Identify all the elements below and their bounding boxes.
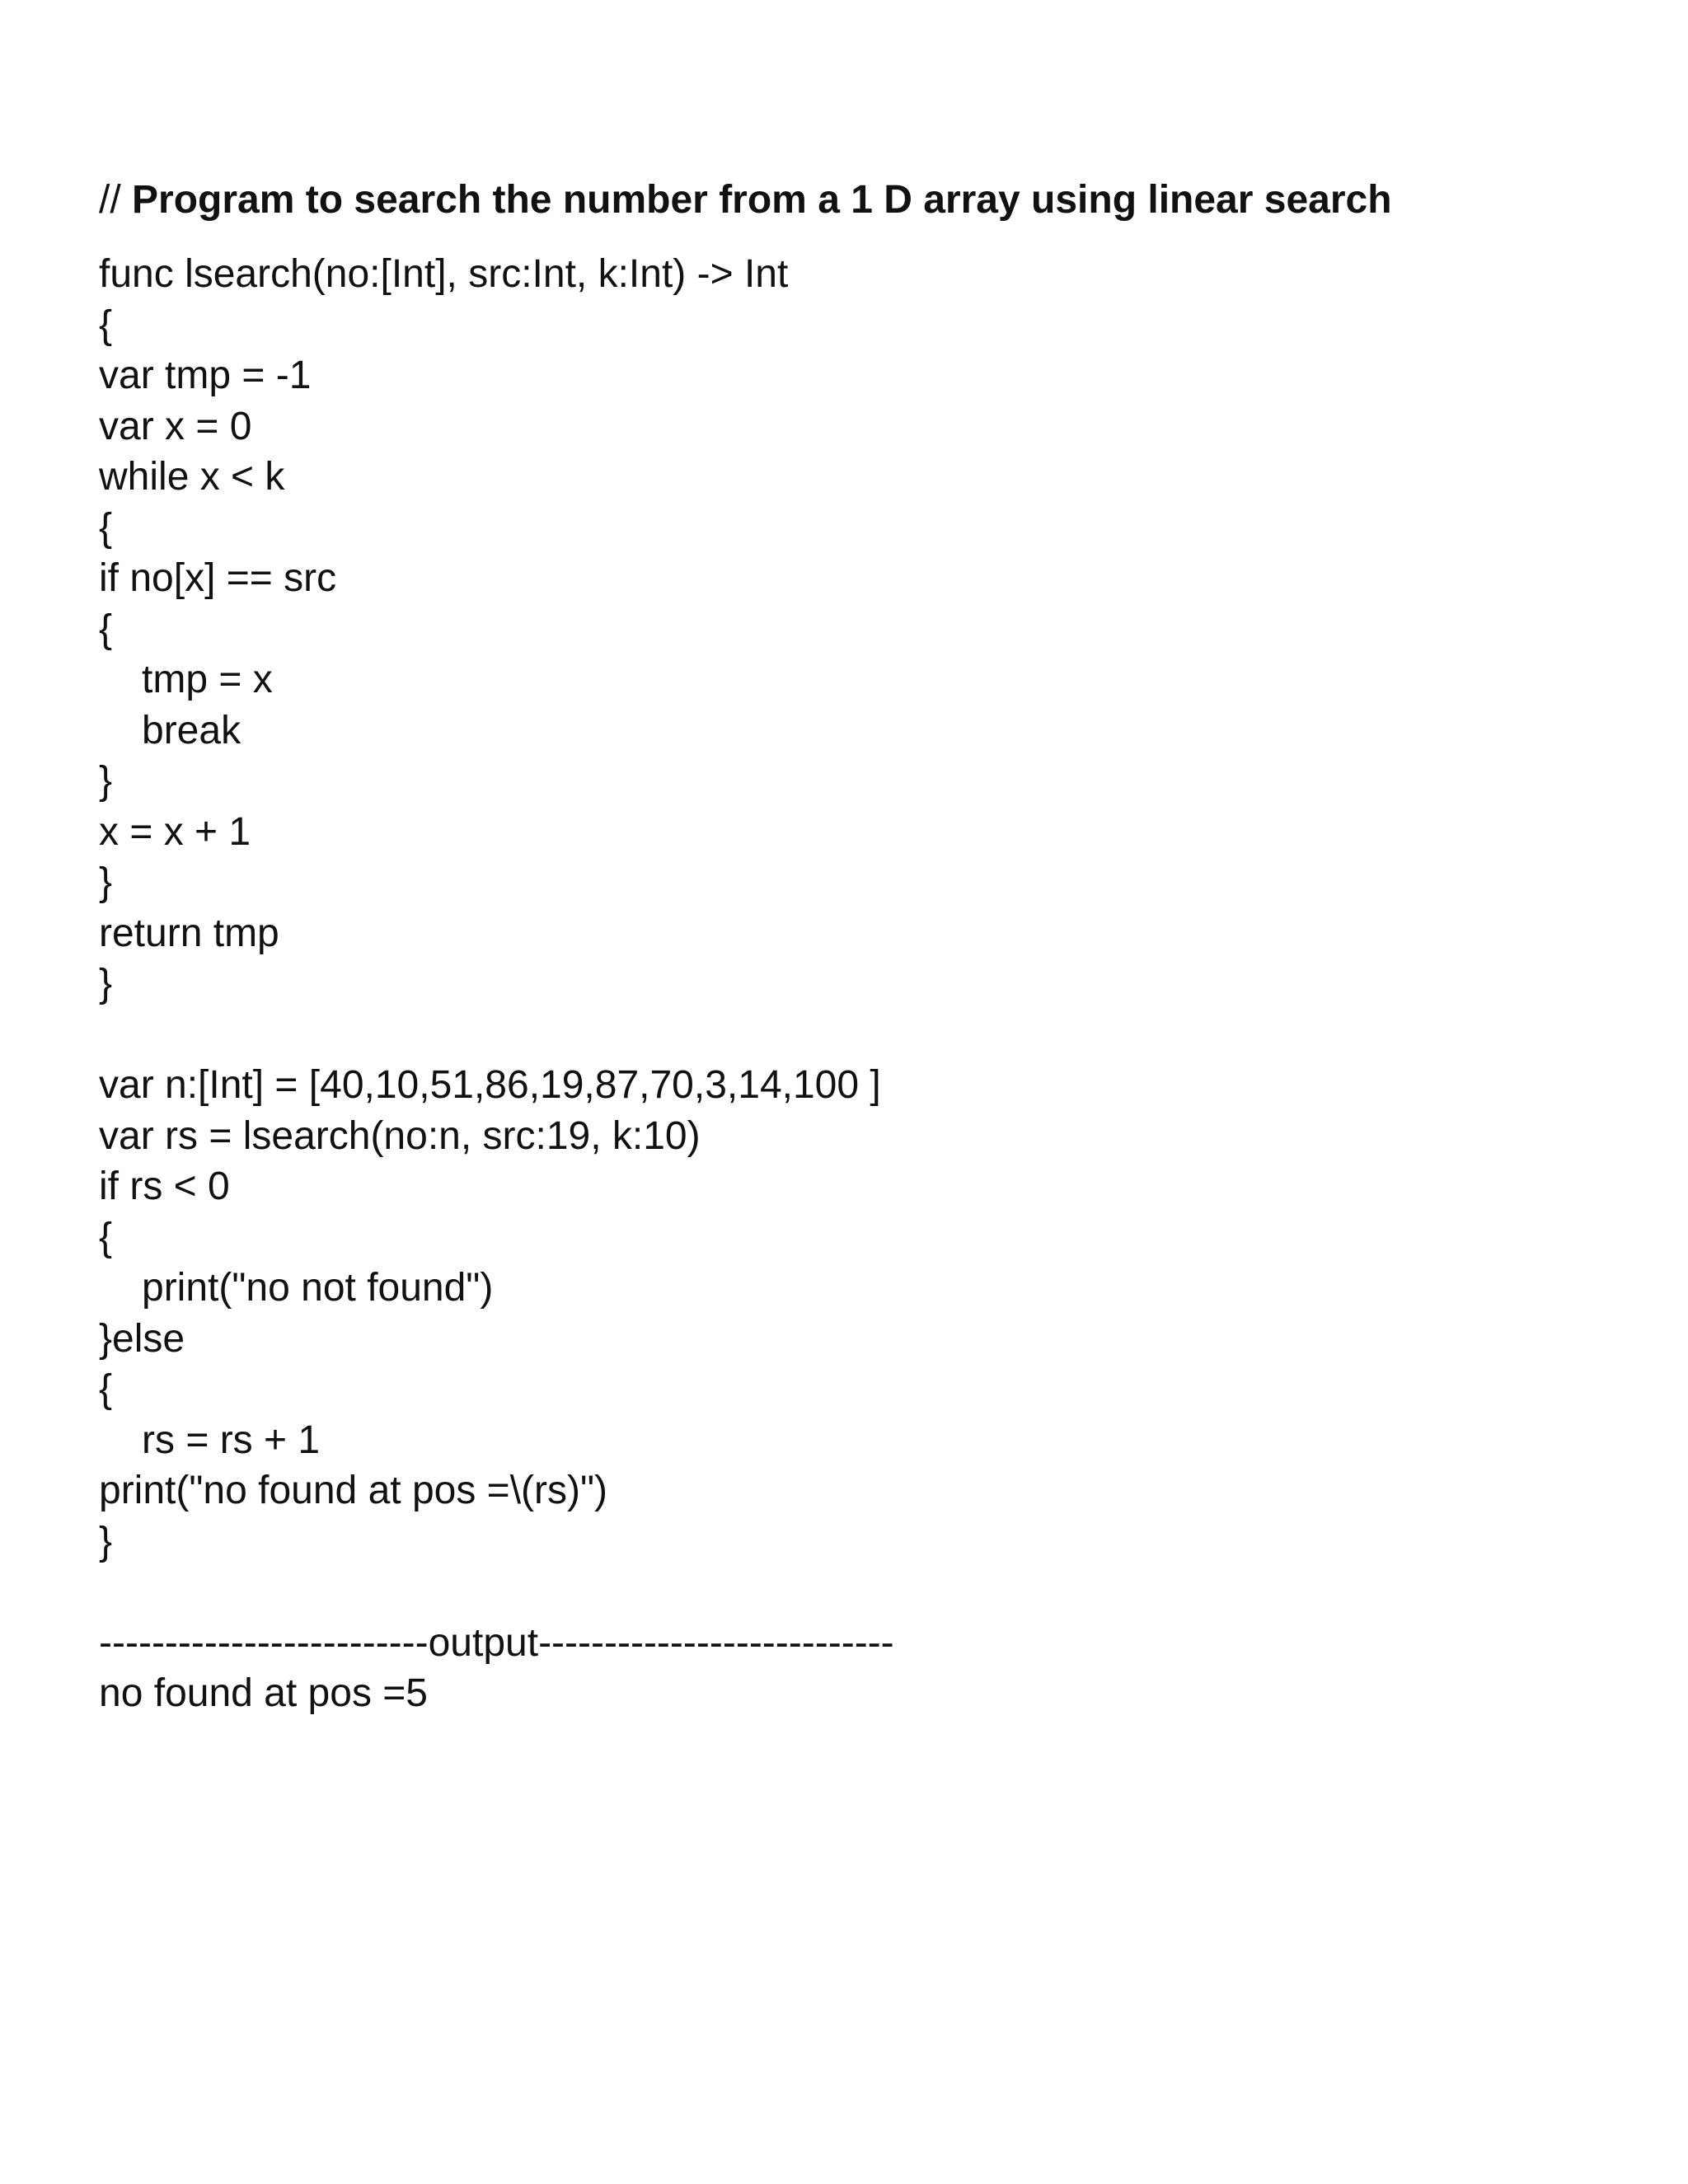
code-line-func-signature: func lsearch(no:[Int], src:Int, k:Int) -> Int: [99, 252, 789, 296]
code-line-open-brace: {: [99, 1215, 113, 1259]
code-line-print-found: print("no found at pos =\(rs)"): [99, 1469, 608, 1512]
blank-line: [99, 1010, 1599, 1061]
code-line-close-brace: }: [99, 1519, 113, 1563]
code-line-if: if no[x] == src: [99, 556, 337, 600]
code-line-print-not-found: print("no not found"): [142, 1266, 494, 1310]
code-line-var-n: var n:[Int] = [40,10,51,86,19,87,70,3,14,100 ]: [99, 1063, 881, 1107]
document-page: [99, 171, 1599, 1719]
code-line-close-brace: }: [99, 759, 113, 803]
code-line-tmp-assign: tmp = x: [142, 658, 273, 701]
code-line-return: return tmp: [99, 911, 279, 955]
blank-line: [99, 1567, 1599, 1618]
code-line-break: break: [142, 708, 241, 752]
code-block: [99, 249, 1599, 1618]
code-line-open-brace: {: [99, 302, 113, 347]
code-line-rs-increment: rs = rs + 1: [142, 1418, 321, 1462]
code-line-while: while x < k: [99, 455, 285, 499]
code-line-var-x: var x = 0: [99, 404, 252, 448]
code-line-if-rs: if rs < 0: [99, 1165, 230, 1208]
code-line-open-brace: {: [99, 607, 113, 651]
code-line-close-brace: }: [99, 860, 113, 904]
code-line-else: }else: [99, 1316, 185, 1361]
title-text: Program to search the number from a 1 D array using linear search: [132, 178, 1392, 222]
output-separator: -------------------------output---------------------------: [99, 1620, 894, 1665]
code-line-var-rs: var rs = lsearch(no:n, src:19, k:10): [99, 1113, 701, 1158]
code-line-close-brace: }: [99, 962, 113, 1005]
output-section: [99, 1618, 1599, 1719]
code-line-var-tmp: var tmp = -1: [99, 354, 312, 397]
code-line-x-increment: x = x + 1: [99, 809, 251, 854]
output-result: no found at pos =5: [99, 1671, 428, 1715]
comment-prefix: //: [99, 178, 133, 222]
page-title: [99, 171, 1599, 229]
code-line-open-brace: {: [99, 505, 113, 550]
code-line-open-brace: {: [99, 1367, 113, 1411]
